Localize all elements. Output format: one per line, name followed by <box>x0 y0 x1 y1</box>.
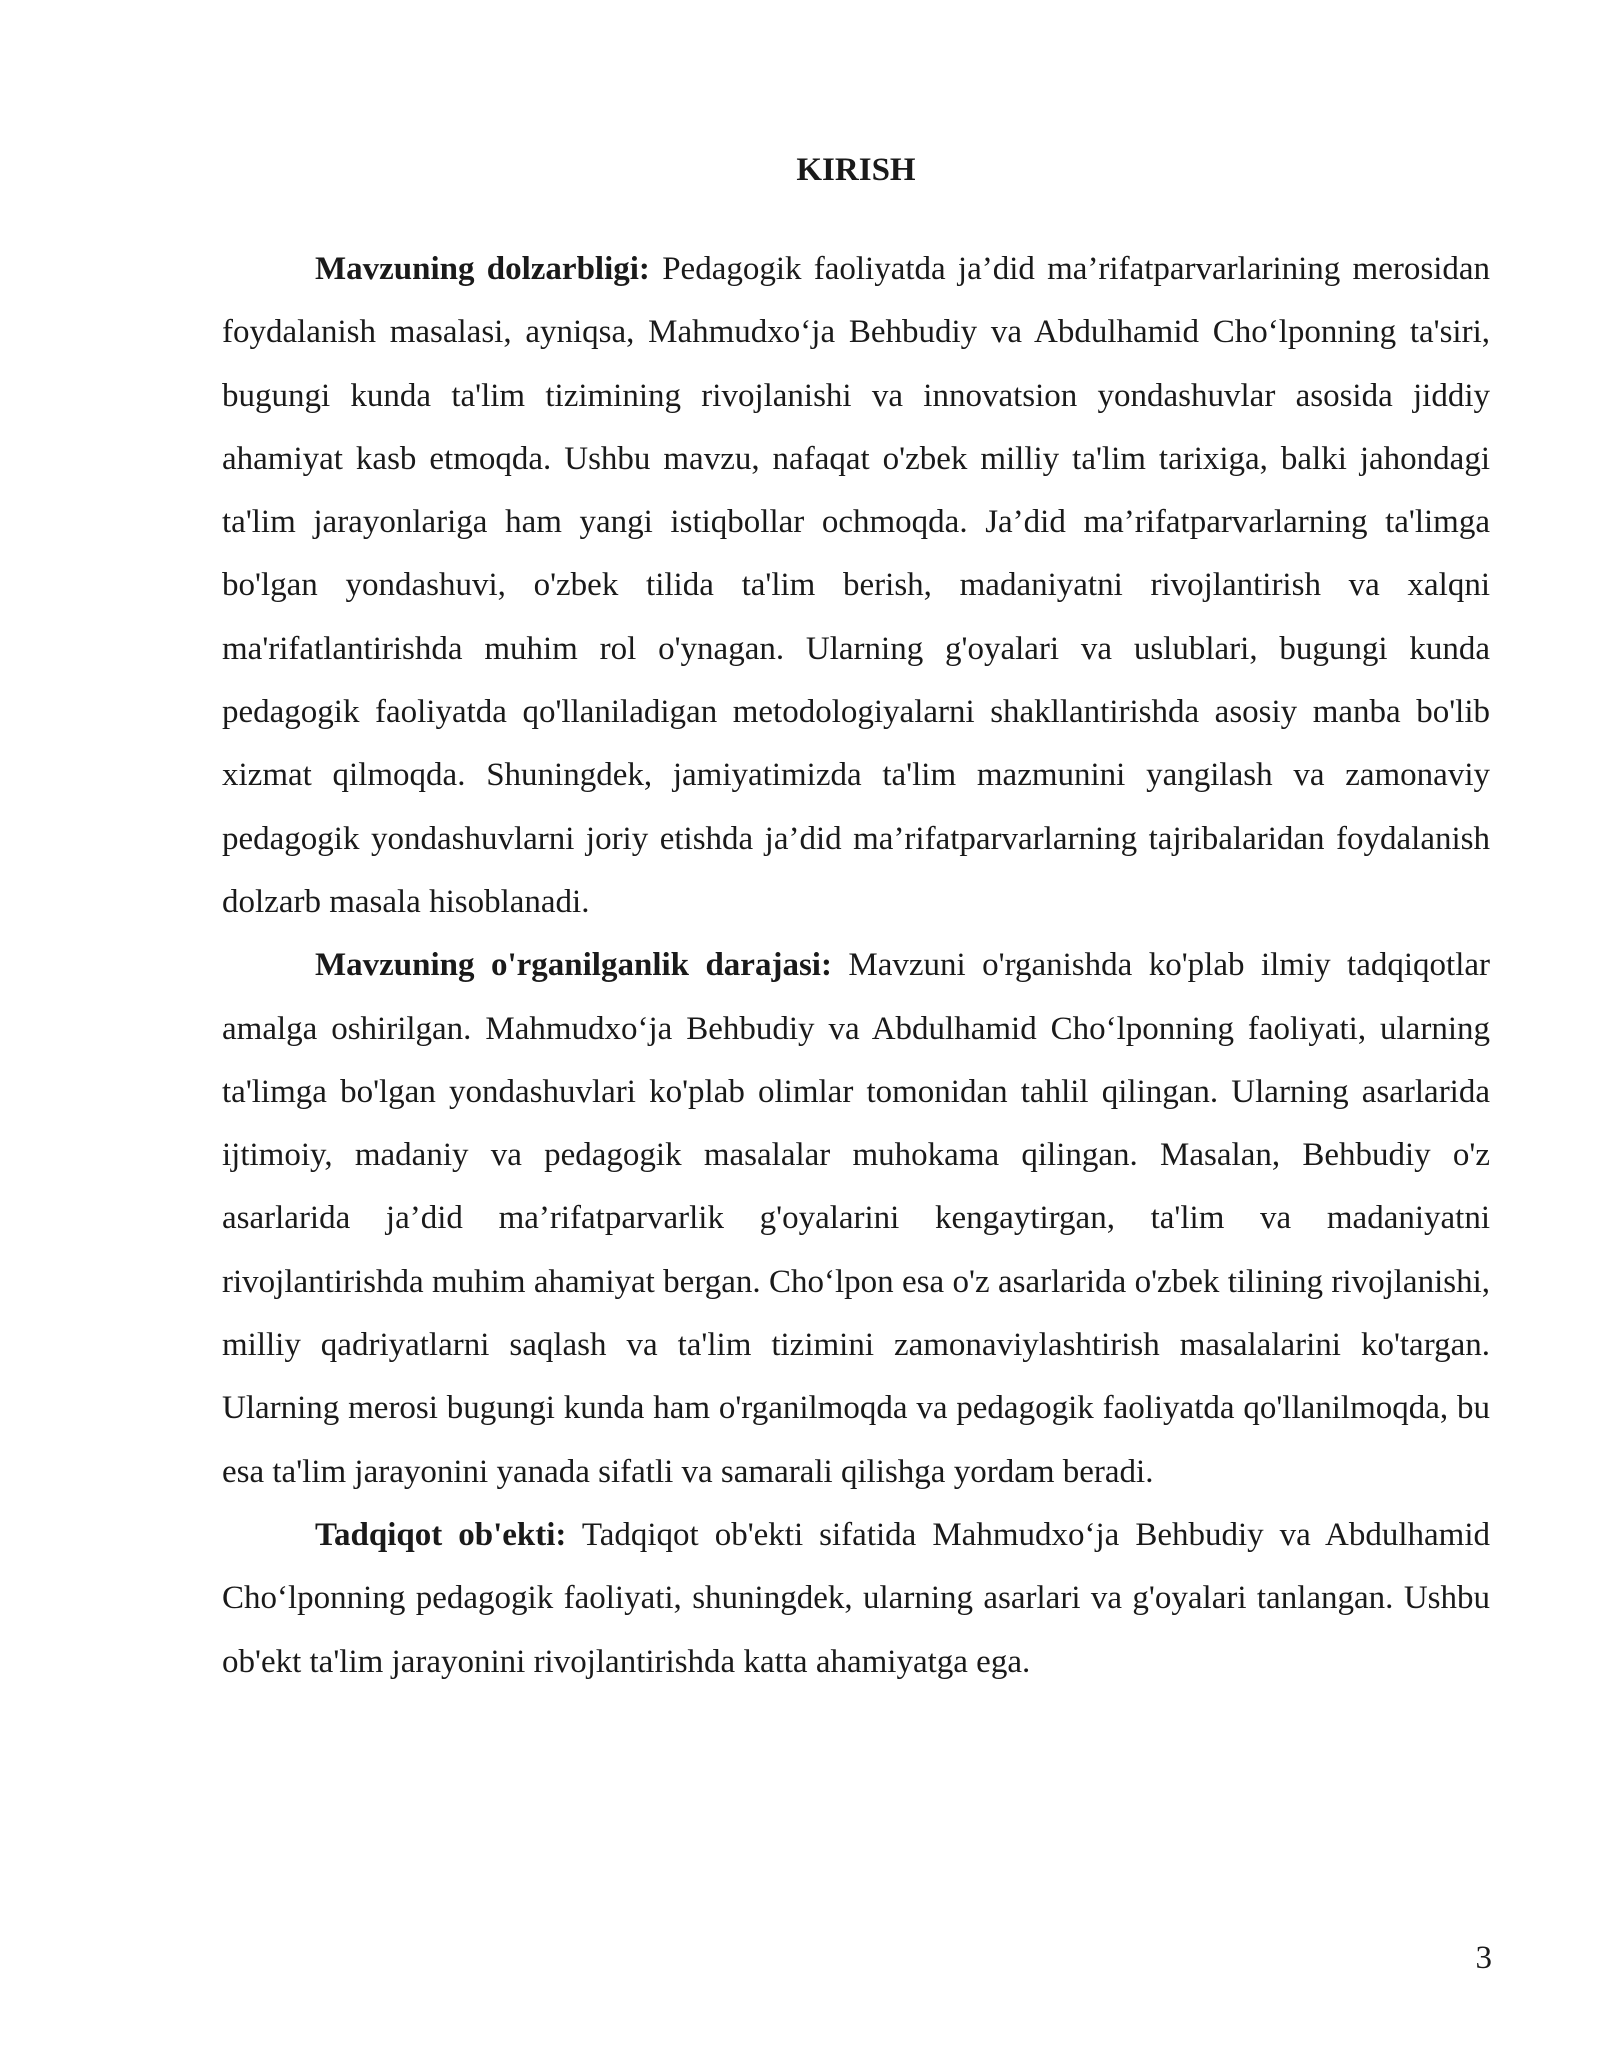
paragraph-relevance <box>222 238 1490 934</box>
paragraph-research-degree <box>222 934 1490 1504</box>
page-title: KIRISH <box>796 152 916 188</box>
paragraph-text: Mavzuni o'rganishda ko'plab ilmiy tadqiqotlar amalga oshirilgan. Mahmudxo‘ja Behbudiy va Abdulhamid Cho‘lponning faoliyati, ularning ta'limga bo'lgan yondashuvlari ko'plab olimlar tomonidan tahlil qilingan. Ularning asarlarida ijtimoiy, madaniy va pedagogik masalalar muhokama qilingan. Masalan, Behbudiy o'z asarlarida ja’did ma’rifatparvarlik g'oyalarini kengaytirgan, ta'lim va madaniyatni rivojlantirishda muhim ahamiyat bergan. Cho‘lpon esa o'z asarlarida o'zbek tilining rivojlanishi, milliy qadriyatlarni saqlash va ta'lim tizimini zamonaviylashtirish masalalarini ko'targan. Ularning merosi bugungi kunda ham o'rganilmoqda va pedagogik faoliyatda qo'llanilmoqda, bu esa ta'lim jarayonini yanada sifatli va samarali qilishga yordam beradi. <box>222 947 1491 1490</box>
paragraph-lead: Mavzuning o'rganilganlik darajasi: <box>315 947 832 984</box>
paragraph-research-object <box>222 1504 1490 1694</box>
document-body <box>222 238 1490 1694</box>
page-number: 3 <box>1475 1940 1492 1976</box>
paragraph-lead: Mavzuning dolzarbligi: <box>315 251 650 287</box>
paragraph-text: Tadqiqot ob'ekti sifatida Mahmudxo‘ja Behbudiy va Abdulhamid Cho‘lponning pedagogik faoliyati, shuningdek, ularning asarlari va g'oyalari tanlangan. Ushbu ob'ekt ta'lim jarayonini rivojlantirishda katta ahamiyatga ega. <box>222 1516 1491 1680</box>
paragraph-text: Pedagogik faoliyatda ja’did ma’rifatparvarlarining merosidan foydalanish masalasi, ayniqsa, Mahmudxo‘ja Behbudiy va Abdulhamid Cho‘lponning ta'siri, bugungi kunda ta'lim tizimining rivojlanishi va innovatsion yondashuvlar asosida jiddiy ahamiyat kasb etmoqda. Ushbu mavzu, nafaqat o'zbek milliy ta'lim tarixiga, balki jahondagi ta'lim jarayonlariga ham yangi istiqbollar ochmoqda. Ja’did ma’rifatparvarlarning ta'limga bo'lgan yondashuvi, o'zbek tilida ta'lim berish, madaniyatni rivojlantirish va xalqni ma'rifatlantirishda muhim rol o'ynagan. Ularning g'oyalari va uslublari, bugungi kunda pedagogik faoliyatda qo'llaniladigan metodologiyalarni shakllantirishda asosiy manba bo'lib xizmat qilmoqda. Shuningdek, jamiyatimizda ta'lim mazmunini yangilash va zamonaviy pedagogik yondashuvlarni joriy etishda ja’did ma’rifatparvarlarning tajribalaridan foydalanish dolzarb masala hisoblanadi. <box>222 251 1491 920</box>
paragraph-lead: Tadqiqot ob'ekti: <box>315 1516 567 1553</box>
